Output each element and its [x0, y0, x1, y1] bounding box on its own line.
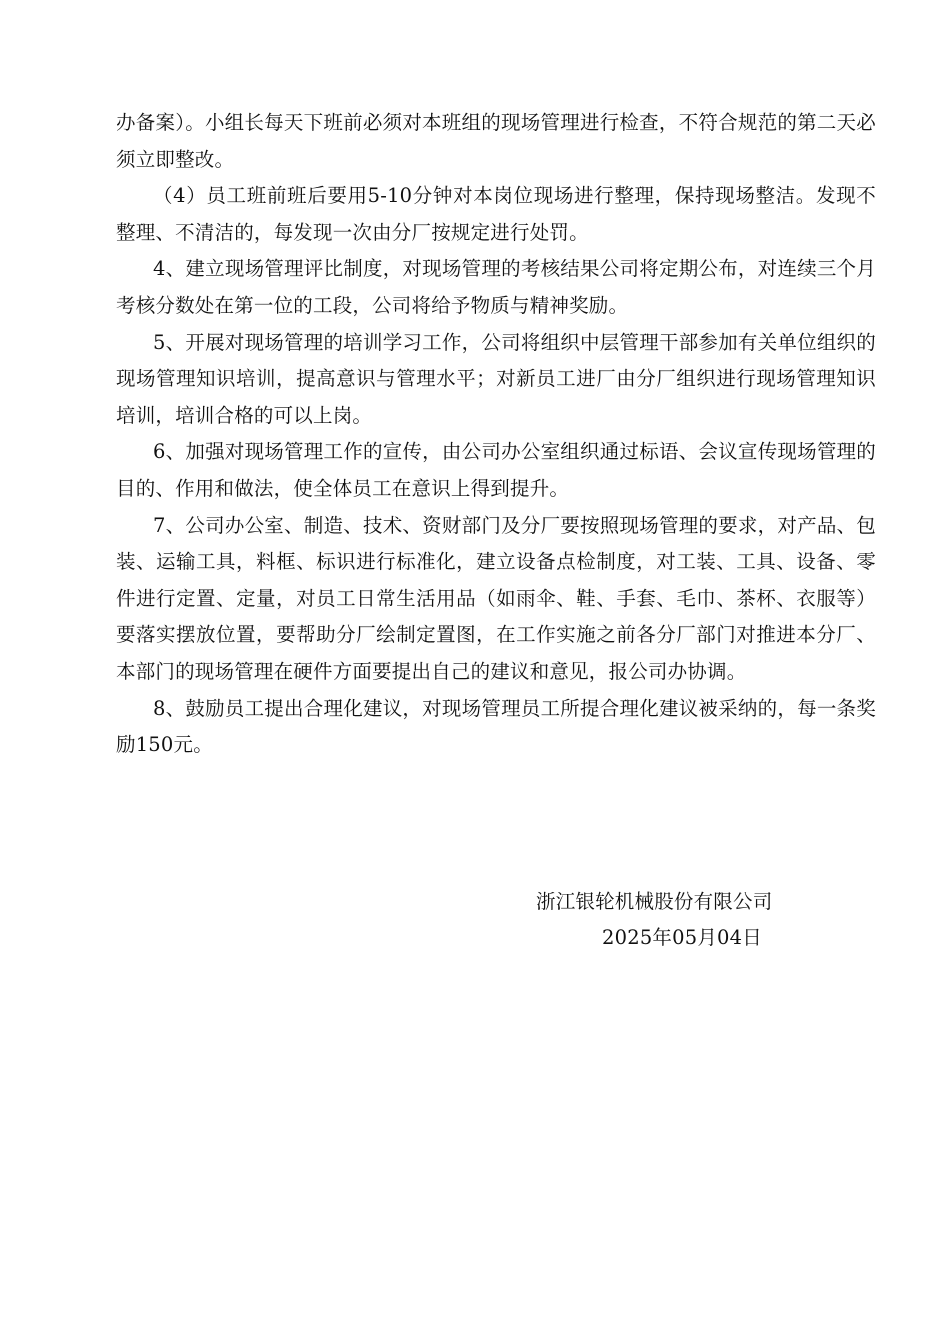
document-body	[116, 105, 876, 764]
signature-date: 2025年05月04日	[602, 926, 762, 949]
paragraph-item-8: 8、鼓励员工提出合理化建议，对现场管理员工所提合理化建议被采纳的，每一条奖励150元。	[116, 696, 876, 757]
paragraph-item-5: 5、开展对现场管理的培训学习工作，公司将组织中层管理干部参加有关单位组织的现场管理知识培训，提高意识与管理水平；对新员工进厂由分厂组织进行现场管理知识培训，培训合格的可以上岗。	[116, 330, 876, 427]
paragraph-filing-note: 办备案）。小组长每天下班前必须对本班组的现场管理进行检查，不符合规范的第二天必须立即整改。	[116, 111, 876, 171]
paragraph-item-7: 7、公司办公室、制造、技术、资财部门及分厂要按照现场管理的要求，对产品、包装、运输工具，料框、标识进行标准化，建立设备点检制度，对工装、工具、设备、零件进行定置、定量，对员工日常生活用品（如雨伞、鞋、手套、毛巾、茶杯、衣服等）要落实摆放位置，要帮助分厂绘制定置图，在工作实施之前各分厂部门对推进本分厂、本部门的现场管理在硬件方面要提出自己的建议和意见，报公司办协调。	[116, 513, 876, 683]
paragraph-item-4-sub: （4）员工班前班后要用5-10分钟对本岗位现场进行整理，保持现场整洁。发现不整理、不清洁的，每发现一次由分厂按规定进行处罚。	[116, 184, 876, 244]
signature-company: 浙江银轮机械股份有限公司	[536, 890, 773, 913]
paragraph-item-6: 6、加强对现场管理工作的宣传，由公司办公室组织通过标语、会议宣传现场管理的目的、作用和做法，使全体员工在意识上得到提升。	[116, 440, 876, 500]
paragraph-item-4: 4、建立现场管理评比制度，对现场管理的考核结果公司将定期公布，对连续三个月考核分数处在第一位的工段，公司将给予物质与精神奖励。	[116, 257, 876, 317]
